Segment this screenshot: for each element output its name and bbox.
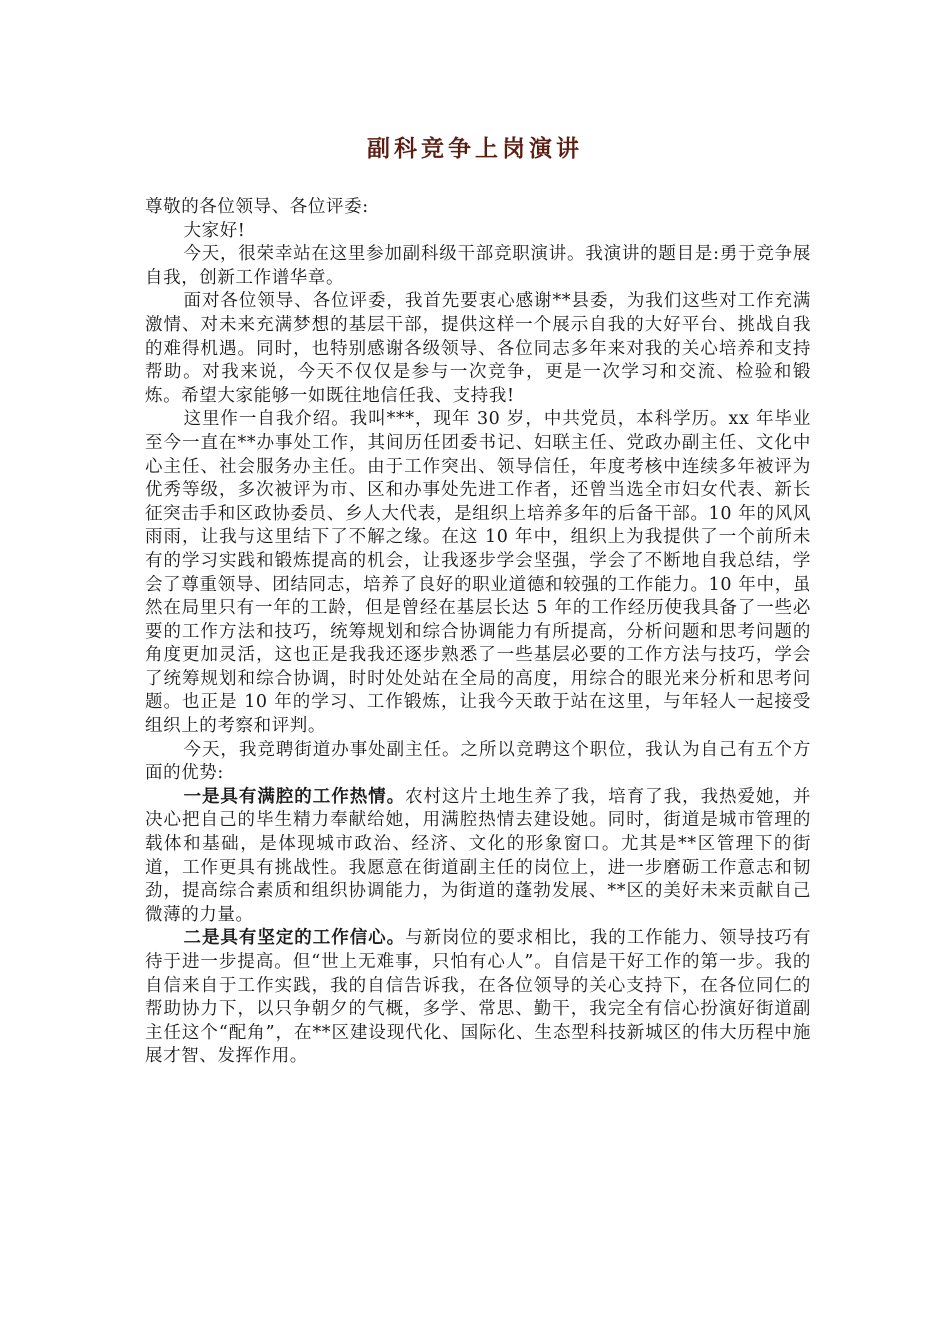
document-title: 副科竞争上岗演讲 bbox=[367, 135, 583, 162]
point-2-text: 与新岗位的要求相比，我的工作能力、领导技巧有待于进一步提高。但“世上无难事，只怕有心人”。自信是干好工作的第一步。我的自信来自于工作实践，我的自信告诉我，在各位领导的关心支持下，在各位同仁的帮助协力下，以只争朝夕的气概，多学、常思、勤干，我完全有信心扮演好街道副主任这个“配角”，在**区建设现代化、国际化、生态型科技新城区的伟大历程中施展才智、发挥作用。 bbox=[145, 928, 812, 1067]
paragraph-self-intro: 这里作一自我介绍。我叫***，现年 30 岁，中共党员，本科学历。xx 年毕业至今一直在**办事处工作，其间历任团委书记、妇联主任、党政办副主任、文化中心主任、社会服务办主任。由于工作突出、领导信任，年度考核中连续多年被评为优秀等级，多次被评为市、区和办事处先进工作者，还曾当选全市妇女代表、新长征突击手和区政协委员、乡人大代表，是组织上培养多年的后备干部。10 年的风风雨雨，让我与这里结下了不解之缘。在这 10 年中，组织上为我提供了一个前所未有的学习实践和锻炼提高的机会，让我逐步学会坚强，学会了不断地自我总结，学会了尊重领导、团结同志，培养了良好的职业道德和较强的工作能力。10 年中，虽然在局里只有一年的工龄，但是曾经在基层长达 5 年的工作经历使我具备了一些必要的工作方法和技巧，统筹规划和综合协调能力有所提高，分析问题和思考问题的角度更加灵活，这也正是我我还逐步熟悉了一些基层必要的工作方法与技巧，学会了统筹规划和综合协调，时时处处站在全局的高度，用综合的眼光来分析和思考问题。也正是 10 年的学习、工作锻炼，让我今天敢于站在这里，与年轻人一起接受组织上的考察和评判。 bbox=[145, 409, 811, 737]
point-2-lead: 二是具有坚定的工作信心。 bbox=[183, 928, 406, 949]
paragraph-position: 今天，我竞聘街道办事处副主任。之所以竞聘这个职位，我认为自己有五个方面的优势: bbox=[145, 739, 811, 784]
point-1-lead: 一是具有满腔的工作热情。 bbox=[183, 786, 406, 807]
paragraph-thanks: 面对各位领导、各位评委，我首先要衷心感谢**县委，为我们这些对工作充满激情、对未来充满梦想的基层干部，提供这样一个展示自我的大好平台、挑战自我的难得机遇。同时，也特别感谢各级领导、各位同志多年来对我的关心培养和支持帮助。对我来说，今天不仅仅是参与一次竞争，更是一次学习和交流、检验和锻炼。希望大家能够一如既往地信任我、支持我! bbox=[145, 291, 811, 406]
document-body bbox=[145, 196, 811, 1069]
point-1-text: 农村这片土地生养了我，培育了我，我热爱她，并决心把自己的毕生精力奉献给她，用满腔热情去建设她。同时，街道是城市管理的载体和基础，是体现城市政治、经济、文化的形象窗口。尤其是**区管理下的街道，工作更具有挑战性。我愿意在街道副主任的岗位上，进一步磨砺工作意志和韧劲，提高综合素质和组织协调能力，为街道的蓬勃发展、**区的美好未来贡献自己微薄的力量。 bbox=[145, 786, 812, 925]
paragraph-intro: 今天，很荣幸站在这里参加副科级干部竞职演讲。我演讲的题目是:勇于竞争展自我，创新工作谱华章。 bbox=[145, 244, 811, 288]
salutation: 尊敬的各位领导、各位评委: bbox=[145, 197, 369, 217]
paragraph-point-1 bbox=[145, 786, 811, 928]
greeting: 大家好! bbox=[183, 220, 246, 241]
paragraph-point-2 bbox=[145, 927, 811, 1069]
